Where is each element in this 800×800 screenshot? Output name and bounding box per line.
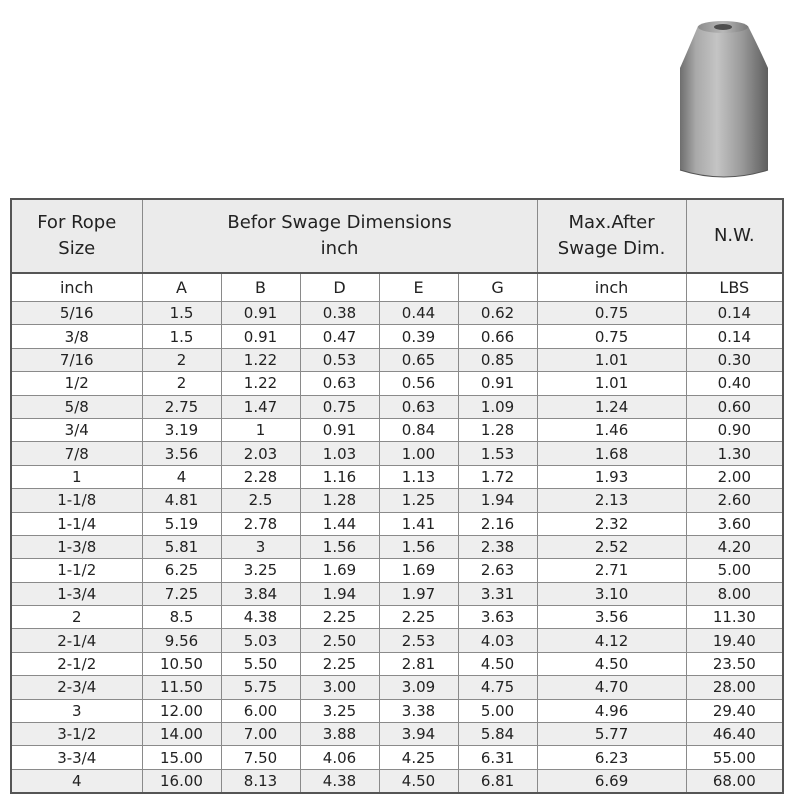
cell-d: 0.75 [300,395,379,418]
cell-rope-size: 2-1/4 [11,629,142,652]
cell-a: 15.00 [142,746,221,769]
cell-rope-size: 1/2 [11,372,142,395]
cell-b: 7.50 [221,746,300,769]
cell-weight: 19.40 [686,629,783,652]
cell-e: 0.44 [379,302,458,325]
cell-b: 1.47 [221,395,300,418]
subheader-e: E [379,273,458,302]
table-row [11,582,783,605]
cell-max-after: 0.75 [537,302,686,325]
cell-d: 3.88 [300,723,379,746]
cell-d: 1.44 [300,512,379,535]
cell-d: 3.00 [300,676,379,699]
cell-g: 4.50 [458,652,537,675]
cell-a: 16.00 [142,769,221,793]
cell-max-after: 1.68 [537,442,686,465]
cell-g: 6.81 [458,769,537,793]
cell-rope-size: 3-1/2 [11,723,142,746]
cell-g: 6.31 [458,746,537,769]
cell-a: 1.5 [142,302,221,325]
cell-rope-size: 3 [11,699,142,722]
subheader-b: B [221,273,300,302]
cell-rope-size: 4 [11,769,142,793]
cell-b: 1 [221,418,300,441]
cell-a: 5.81 [142,535,221,558]
cell-weight: 8.00 [686,582,783,605]
cell-e: 1.00 [379,442,458,465]
cell-e: 1.13 [379,465,458,488]
cell-a: 3.19 [142,418,221,441]
cell-max-after: 6.23 [537,746,686,769]
cell-a: 12.00 [142,699,221,722]
swage-spec-table [10,198,784,794]
cell-e: 1.41 [379,512,458,535]
cell-rope-size: 5/8 [11,395,142,418]
cell-b: 7.00 [221,723,300,746]
cell-g: 2.16 [458,512,537,535]
cell-g: 1.28 [458,418,537,441]
cell-a: 11.50 [142,676,221,699]
cell-weight: 28.00 [686,676,783,699]
cell-max-after: 1.01 [537,372,686,395]
cell-d: 1.03 [300,442,379,465]
cell-max-after: 1.01 [537,348,686,371]
subheader-after-unit: inch [537,273,686,302]
cell-e: 0.39 [379,325,458,348]
cell-d: 0.38 [300,302,379,325]
cell-weight: 4.20 [686,535,783,558]
cell-g: 3.31 [458,582,537,605]
cell-rope-size: 3/4 [11,418,142,441]
cell-weight: 0.30 [686,348,783,371]
table-row [11,418,783,441]
cell-max-after: 1.46 [537,418,686,441]
subheader-a: A [142,273,221,302]
cell-e: 4.25 [379,746,458,769]
cell-d: 1.16 [300,465,379,488]
cell-d: 0.53 [300,348,379,371]
cell-d: 4.06 [300,746,379,769]
cell-a: 8.5 [142,606,221,629]
cell-rope-size: 1-1/2 [11,559,142,582]
cell-rope-size: 7/8 [11,442,142,465]
cell-a: 10.50 [142,652,221,675]
cell-rope-size: 7/16 [11,348,142,371]
cell-weight: 2.00 [686,465,783,488]
cell-max-after: 2.32 [537,512,686,535]
cell-g: 0.91 [458,372,537,395]
table-row [11,395,783,418]
cell-max-after: 4.50 [537,652,686,675]
cell-weight: 29.40 [686,699,783,722]
table-row [11,559,783,582]
cell-weight: 2.60 [686,489,783,512]
cell-max-after: 4.12 [537,629,686,652]
cell-a: 14.00 [142,723,221,746]
cell-weight: 3.60 [686,512,783,535]
header-rope-size: For Rope Size [11,199,142,273]
table-header-row [11,199,783,273]
cell-weight: 5.00 [686,559,783,582]
cell-max-after: 1.93 [537,465,686,488]
cell-e: 3.38 [379,699,458,722]
cell-a: 1.5 [142,325,221,348]
cell-a: 7.25 [142,582,221,605]
cell-b: 4.38 [221,606,300,629]
table-row [11,676,783,699]
table-row [11,535,783,558]
cell-b: 3 [221,535,300,558]
cell-b: 2.78 [221,512,300,535]
table-row [11,629,783,652]
cell-max-after: 6.69 [537,769,686,793]
cell-max-after: 4.70 [537,676,686,699]
table-row [11,489,783,512]
cell-e: 0.65 [379,348,458,371]
table-row [11,746,783,769]
cell-weight: 68.00 [686,769,783,793]
cell-g: 0.62 [458,302,537,325]
cell-g: 2.63 [458,559,537,582]
table-row [11,512,783,535]
table-row [11,325,783,348]
cell-d: 2.50 [300,629,379,652]
cell-d: 0.63 [300,372,379,395]
subheader-g: G [458,273,537,302]
cell-e: 2.53 [379,629,458,652]
cell-max-after: 3.56 [537,606,686,629]
cell-d: 2.25 [300,652,379,675]
cell-e: 1.25 [379,489,458,512]
cell-b: 1.22 [221,348,300,371]
cell-d: 1.94 [300,582,379,605]
cell-max-after: 5.77 [537,723,686,746]
cell-d: 1.69 [300,559,379,582]
cell-b: 2.5 [221,489,300,512]
cell-max-after: 2.13 [537,489,686,512]
cell-weight: 1.30 [686,442,783,465]
cell-rope-size: 3/8 [11,325,142,348]
cell-a: 2 [142,348,221,371]
table-row [11,348,783,371]
cell-b: 5.50 [221,652,300,675]
cell-weight: 0.14 [686,325,783,348]
subheader-weight-unit: LBS [686,273,783,302]
cell-d: 0.47 [300,325,379,348]
cell-rope-size: 1-3/4 [11,582,142,605]
cell-rope-size: 1-1/8 [11,489,142,512]
cell-d: 0.91 [300,418,379,441]
cell-e: 0.56 [379,372,458,395]
cell-max-after: 4.96 [537,699,686,722]
cell-g: 1.94 [458,489,537,512]
table-row [11,699,783,722]
cell-b: 5.75 [221,676,300,699]
cell-g: 5.84 [458,723,537,746]
cell-e: 4.50 [379,769,458,793]
cell-e: 0.63 [379,395,458,418]
cell-b: 2.03 [221,442,300,465]
header-before-swage: Befor Swage Dimensions inch [142,199,537,273]
cell-d: 1.28 [300,489,379,512]
table-subheader-row [11,273,783,302]
cell-weight: 0.40 [686,372,783,395]
table-row [11,372,783,395]
cell-d: 4.38 [300,769,379,793]
cell-rope-size: 3-3/4 [11,746,142,769]
cell-b: 2.28 [221,465,300,488]
cell-b: 6.00 [221,699,300,722]
cell-g: 1.09 [458,395,537,418]
cell-e: 1.69 [379,559,458,582]
table-row [11,723,783,746]
cell-g: 5.00 [458,699,537,722]
cell-e: 1.97 [379,582,458,605]
cell-b: 8.13 [221,769,300,793]
table-row [11,302,783,325]
cell-e: 3.94 [379,723,458,746]
cell-rope-size: 1-3/8 [11,535,142,558]
cell-a: 4.81 [142,489,221,512]
subheader-d: D [300,273,379,302]
cell-a: 5.19 [142,512,221,535]
cell-weight: 0.60 [686,395,783,418]
swage-sleeve-image [674,20,774,180]
cell-weight: 23.50 [686,652,783,675]
cell-rope-size: 1-1/4 [11,512,142,535]
cell-d: 1.56 [300,535,379,558]
cell-e: 1.56 [379,535,458,558]
cell-g: 3.63 [458,606,537,629]
cell-rope-size: 2-3/4 [11,676,142,699]
cell-d: 2.25 [300,606,379,629]
table-row [11,606,783,629]
cell-rope-size: 2 [11,606,142,629]
cell-weight: 0.14 [686,302,783,325]
cell-e: 3.09 [379,676,458,699]
cell-e: 2.25 [379,606,458,629]
cell-max-after: 1.24 [537,395,686,418]
table-row [11,442,783,465]
cell-g: 1.53 [458,442,537,465]
cell-b: 1.22 [221,372,300,395]
subheader-rope-unit: inch [11,273,142,302]
cell-b: 3.25 [221,559,300,582]
cell-max-after: 2.71 [537,559,686,582]
cell-rope-size: 1 [11,465,142,488]
cell-g: 0.66 [458,325,537,348]
cell-a: 2.75 [142,395,221,418]
cell-rope-size: 2-1/2 [11,652,142,675]
cell-g: 4.03 [458,629,537,652]
cell-a: 3.56 [142,442,221,465]
cell-weight: 46.40 [686,723,783,746]
table-row [11,652,783,675]
cell-rope-size: 5/16 [11,302,142,325]
cell-g: 0.85 [458,348,537,371]
cell-b: 0.91 [221,302,300,325]
cell-g: 2.38 [458,535,537,558]
cell-b: 5.03 [221,629,300,652]
cell-max-after: 0.75 [537,325,686,348]
cell-a: 6.25 [142,559,221,582]
cell-e: 0.84 [379,418,458,441]
cell-d: 3.25 [300,699,379,722]
header-net-weight: N.W. [686,199,783,273]
cell-a: 9.56 [142,629,221,652]
cell-weight: 11.30 [686,606,783,629]
cell-weight: 55.00 [686,746,783,769]
cell-g: 4.75 [458,676,537,699]
table-body [11,302,783,794]
cell-b: 3.84 [221,582,300,605]
cell-max-after: 2.52 [537,535,686,558]
cell-g: 1.72 [458,465,537,488]
cell-a: 4 [142,465,221,488]
table-row [11,769,783,793]
cell-weight: 0.90 [686,418,783,441]
cell-b: 0.91 [221,325,300,348]
header-max-after-swage: Max.After Swage Dim. [537,199,686,273]
table-row [11,465,783,488]
cell-e: 2.81 [379,652,458,675]
cell-a: 2 [142,372,221,395]
cell-max-after: 3.10 [537,582,686,605]
